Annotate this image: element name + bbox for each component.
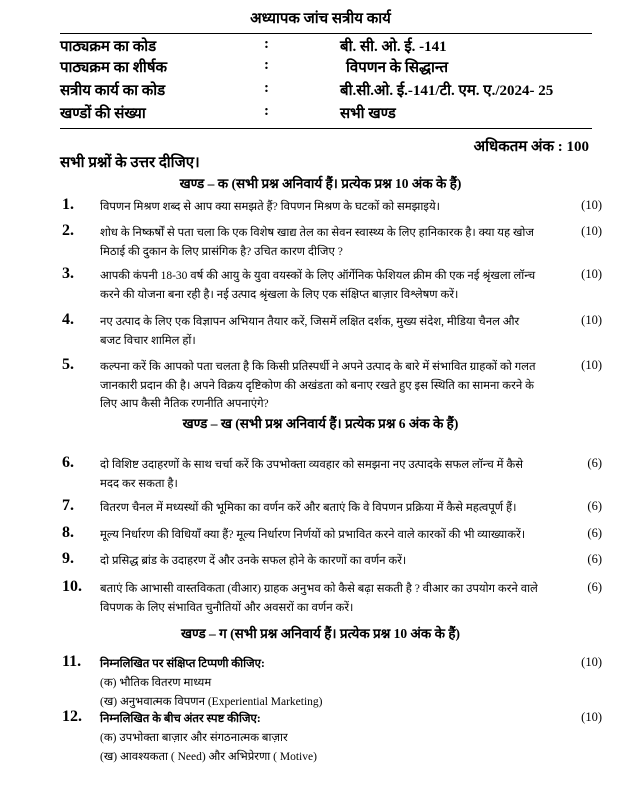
question-number: 2. <box>62 222 74 239</box>
question-12 <box>60 710 602 767</box>
sub-question: (ख) आवश्यकता ( Need) और अभिप्रेरणा ( Motive) <box>100 750 317 763</box>
question-marks: (10) <box>581 710 602 724</box>
instruction: सभी प्रश्नों के उत्तर दीजिए। <box>60 155 200 171</box>
question-11 <box>60 655 602 712</box>
row-colon: : <box>264 103 269 119</box>
row-label: खण्डों की संख्या <box>60 106 146 122</box>
question-marks: (6) <box>587 499 602 513</box>
row-colon: : <box>264 36 269 52</box>
row-value: बी.सी.ओ. ई.-141/टी. एम. ए./2024- 25 <box>340 83 554 99</box>
question-marks: (10) <box>581 198 602 212</box>
question-number: 7. <box>62 497 74 514</box>
question-text: शोध के निष्कर्षों से पता चला कि एक विशेष खाद्य तेल का सेवन स्वास्थ्य के लिए हानिकारक है। क्या यह खोज मिठाई की दुकान के लिए प्रासंगिक है? उचित कारण दीजिए ? <box>100 227 534 258</box>
bottom-divider <box>60 128 592 129</box>
sub-question: (क) उपभोक्ता बाज़ार और संगठनात्मक बाज़ार <box>100 731 288 744</box>
question-number: 11. <box>62 653 82 670</box>
question-8 <box>60 526 602 545</box>
max-marks: अधिकतम अंक : 100 <box>473 139 589 155</box>
question-number: 9. <box>62 550 74 567</box>
top-divider <box>60 33 592 34</box>
question-marks: (10) <box>581 267 602 281</box>
assignment-code-row <box>60 80 592 102</box>
row-colon: : <box>264 57 269 73</box>
question-text: कल्पना करें कि आपको पता चलता है कि किसी प्रतिस्पर्धी ने अपने उत्पाद के बारे में संभावित ग्राहकों को गलत जानकारी प्रदान की है। अपने विक्रय दृष्टिकोण की अखंडता को बनाए रखते हुए इस स्थिति का सामना करने के लिए आप कैसी नैतिक रणनीति अपनाएंगे? <box>100 361 536 410</box>
question-marks: (10) <box>581 655 602 669</box>
section-b-heading: खण्ड – ख (सभी प्रश्न अनिवार्य हैं। प्रत्येक प्रश्न 6 अंक के हैं) <box>182 416 459 431</box>
section-c-heading: खण्ड – ग (सभी प्रश्न अनिवार्य हैं। प्रत्येक प्रश्न 10 अंक के हैं) <box>180 626 461 641</box>
question-4 <box>60 313 602 350</box>
question-marks: (6) <box>587 580 602 594</box>
sub-question: (क) भौतिक वितरण माध्यम <box>100 676 212 689</box>
question-text: मूल्य निर्धारण की विधियाँ क्या हैं? मूल्य निर्धारण निर्णयों को प्रभावित करने वाले कारकों की भी व्याख्याकरें। <box>100 529 526 541</box>
question-number: 10. <box>62 578 82 595</box>
question-marks: (10) <box>581 358 602 372</box>
question-text: नए उत्पाद के लिए एक विज्ञापन अभियान तैयार करें, जिसमें लक्षित दर्शक, मुख्य संदेश, मीडिया चैनल और बजट विचार शामिल हों। <box>100 316 520 347</box>
question-text: विपणन मिश्रण शब्द से आप क्या समझते हैं? विपणन मिश्रण के घटकों को समझाइये। <box>100 201 440 213</box>
row-label: पाठ्यक्रम का शीर्षक <box>60 60 168 76</box>
course-code-row <box>60 36 592 58</box>
question-number: 12. <box>62 708 82 725</box>
question-text: निम्नलिखित पर संक्षिप्त टिप्पणी कीजिए: <box>100 658 265 670</box>
question-6 <box>60 456 602 493</box>
question-number: 4. <box>62 311 74 328</box>
section-a-heading: खण्ड – क (सभी प्रश्न अनिवार्य हैं। प्रत्येक प्रश्न 10 अंक के हैं) <box>179 176 462 191</box>
row-colon: : <box>264 80 269 96</box>
question-text: दो विशिष्ट उदाहरणों के साथ चर्चा करें कि उपभोक्ता व्यवहार को समझना नए उत्पादके सफल लॉन्च में कैसे मदद कर सकता है। <box>100 459 524 490</box>
question-marks: (6) <box>587 552 602 566</box>
question-5 <box>60 358 602 414</box>
row-value: बी. सी. ओ. ई. -141 <box>340 39 447 55</box>
row-value: विपणन के सिद्धान्त <box>346 60 449 76</box>
document-title: अध्यापक जांच सत्रीय कार्य <box>250 11 391 27</box>
question-number: 6. <box>62 454 74 471</box>
question-9 <box>60 552 602 571</box>
question-text: वितरण चैनल में मध्यस्थों की भूमिका का वर्णन करें और बताएं कि वे विपणन प्रक्रिया में कैसे महत्वपूर्ण हैं। <box>100 502 517 514</box>
question-7 <box>60 499 602 518</box>
row-label: सत्रीय कार्य का कोड <box>60 83 166 99</box>
question-10 <box>60 580 602 617</box>
question-marks: (10) <box>581 224 602 238</box>
sub-question: (ख) अनुभवात्मक विपणन (Experiential Marketing) <box>100 695 323 708</box>
question-number: 8. <box>62 524 74 541</box>
question-3 <box>60 267 602 304</box>
question-number: 3. <box>62 265 74 282</box>
row-label: पाठ्यक्रम का कोड <box>60 39 157 55</box>
course-title-row <box>60 57 592 79</box>
question-marks: (6) <box>587 456 602 470</box>
question-marks: (10) <box>581 313 602 327</box>
question-2 <box>60 224 602 261</box>
question-number: 1. <box>62 196 74 213</box>
question-text: दो प्रसिद्ध ब्रांड के उदाहरण दें और उनके सफल होने के कारणों का वर्णन करें। <box>100 555 407 567</box>
blocks-count-row <box>60 103 592 125</box>
row-value: सभी खण्ड <box>340 106 396 122</box>
question-marks: (6) <box>587 526 602 540</box>
question-number: 5. <box>62 356 74 373</box>
question-text: बताएं कि आभासी वास्तविकता (वीआर) ग्राहक अनुभव को कैसे बढ़ा सकती है ? वीआर का उपयोग करने वाले विपणक के लिए संभावित चुनौतियों और अवसरों का वर्णन करें। <box>100 583 538 614</box>
question-text: निम्नलिखित के बीच अंतर स्पष्ट कीजिए: <box>100 713 261 725</box>
question-1 <box>60 198 602 217</box>
question-text: आपकी कंपनी 18-30 वर्ष की आयु के युवा वयस्कों के लिए ऑर्गेनिक फेशियल क्रीम की एक नई श्रृंखला लॉन्च करने की योजना बना रही है। नई उत्पाद श्रृंखला के लिए एक संक्षिप्त बाज़ार विश्लेषण करें। <box>100 270 536 301</box>
